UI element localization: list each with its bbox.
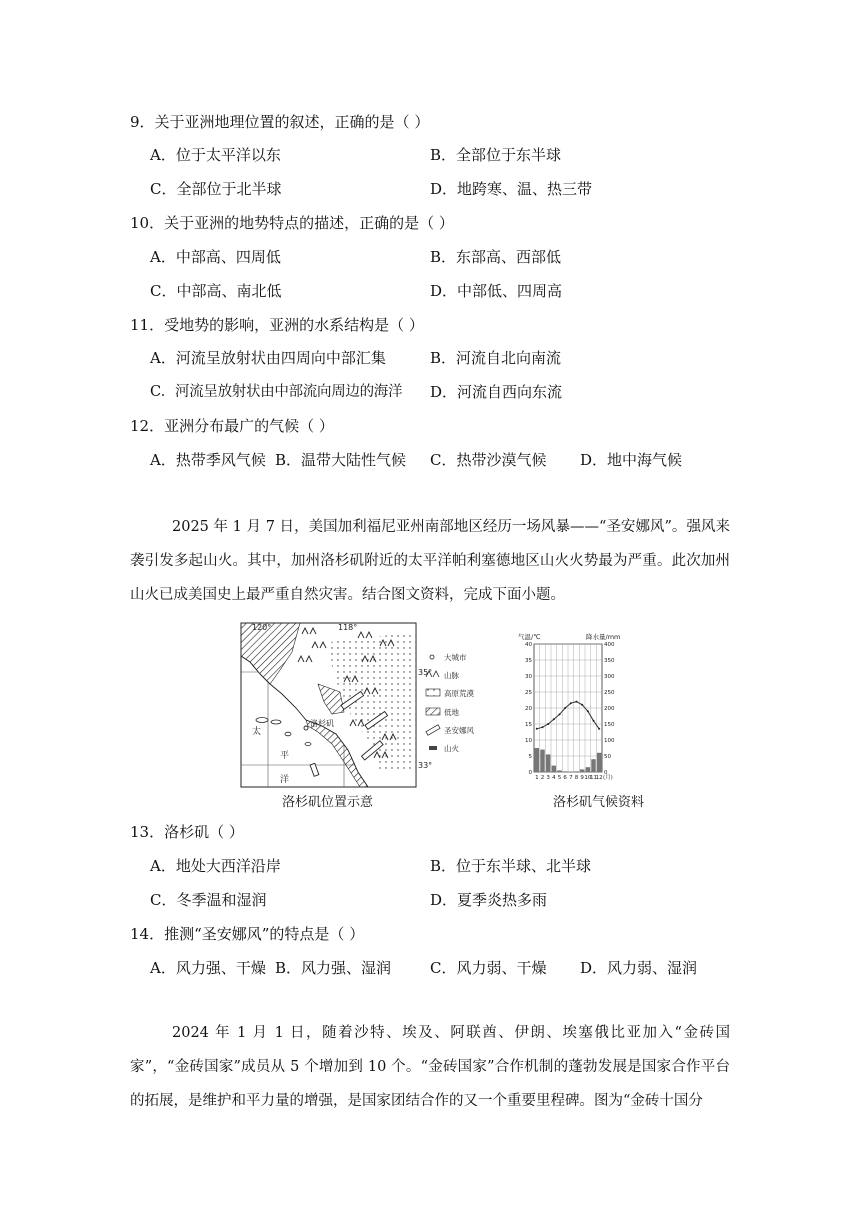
temperature-point [553, 718, 555, 720]
temperature-point [581, 704, 583, 706]
question-9-option-c[interactable]: C．全部位于北半球 [150, 180, 282, 198]
question-10-option-a[interactable]: A．中部高、四周低 [150, 248, 281, 266]
y-tick-left: 5 [528, 754, 532, 760]
question-13-option-c[interactable]: C．冬季温和湿润 [150, 891, 267, 909]
y-tick-right: 400 [604, 642, 615, 648]
chart-caption: 洛杉矶气候资料 [553, 795, 645, 810]
temperature-point [564, 707, 566, 709]
lat-label-35: 35° [418, 668, 433, 677]
question-13-option-d[interactable]: D．夏季炎热多雨 [430, 891, 548, 909]
legend-mountain-label: 山脉 [444, 671, 459, 680]
question-14-stem: 14．推测“圣安娜风”的特点是（ ） [130, 925, 365, 943]
y-tick-right: 250 [604, 690, 615, 696]
legend-city-icon [430, 655, 434, 659]
temperature-point [593, 720, 595, 722]
chart-ylabel-left: 气温/℃ [518, 633, 541, 641]
precipitation-bar [557, 770, 561, 772]
precipitation-bar [574, 771, 578, 772]
x-tick: 10 [584, 775, 592, 781]
legend-fire-icon [429, 746, 437, 750]
lon-label-120: 120° [252, 623, 272, 632]
question-11-stem: 11．受地势的影响，亚洲的水系结构是（ ） [130, 316, 424, 334]
la-climate-chart [518, 632, 628, 794]
question-10-option-c[interactable]: C．中部高、南北低 [150, 282, 282, 300]
precipitation-bar [597, 753, 601, 772]
y-tick-right: 0 [604, 770, 608, 776]
y-tick-left: 0 [528, 770, 532, 776]
temperature-point [542, 726, 544, 728]
legend-wind-label: 圣安娜风 [444, 726, 474, 735]
x-tick: 1 [535, 775, 539, 781]
question-14-option-b[interactable]: B．风力强、湿润 [275, 959, 392, 977]
legend-desert-icon [426, 689, 440, 696]
y-tick-right: 100 [604, 738, 615, 744]
legend-lowland-icon [426, 708, 440, 715]
x-tick: 4 [552, 775, 556, 781]
temperature-point [536, 728, 538, 730]
question-12-option-c[interactable]: C．热带沙漠气候 [430, 451, 547, 469]
y-tick-left: 30 [525, 674, 532, 680]
ocean-label-yang: 洋 [280, 775, 290, 785]
map-caption: 洛杉矶位置示意 [282, 795, 374, 810]
chart-ylabel-right: 降水量/mm [586, 633, 621, 641]
passage-la-wildfire-text: 2025 年 1 月 7 日，美国加利福尼亚州南部地区经历一场风暴——“圣安娜风”。强风来袭引发多起山火。其中，加州洛杉矶附近的太平洋帕利塞德地区山火火势最为严重。此次加州山火已成美国史上最严重自然灾害。结合图文资料，完成下面小题。 [130, 519, 730, 603]
precipitation-bar [540, 750, 544, 772]
y-tick-left: 40 [525, 642, 532, 648]
question-13-option-b[interactable]: B．位于东半球、北半球 [430, 857, 592, 875]
question-9-option-a[interactable]: A．位于太平洋以东 [150, 146, 281, 164]
y-tick-left: 20 [525, 706, 532, 712]
x-tick: 3 [546, 775, 550, 781]
precipitation-bar [586, 767, 590, 772]
precipitation-bar [535, 748, 539, 772]
y-tick-right: 150 [604, 722, 615, 728]
temperature-point [587, 710, 589, 712]
x-tick: 7 [569, 775, 573, 781]
map-legend [426, 652, 475, 753]
question-12-option-a[interactable]: A．热带季风气候 [150, 451, 266, 469]
temperature-point [547, 723, 549, 725]
ocean-label-ping: 平 [280, 751, 290, 761]
y-tick-right: 300 [604, 674, 615, 680]
legend-lowland-label: 低地 [444, 708, 459, 717]
precipitation-bar [552, 766, 556, 772]
temperature-point [576, 701, 578, 703]
question-9-option-d[interactable]: D．地跨寒、温、热三带 [430, 180, 593, 198]
question-12-stem: 12．亚洲分布最广的气候（ ） [130, 417, 334, 435]
question-13-stem: 13．洛杉矶（ ） [130, 823, 244, 841]
question-11-option-c[interactable]: C．河流呈放射状由中部流向周边的海洋 [150, 384, 403, 400]
question-9-option-b[interactable]: B．全部位于东半球 [430, 146, 562, 164]
question-9-stem: 9．关于亚洲地理位置的叙述，正确的是（ ） [130, 113, 430, 131]
question-12-option-b[interactable]: B．温带大陆性气候 [275, 451, 407, 469]
lon-label-118: 118° [338, 623, 358, 632]
question-13-option-a[interactable]: A．地处大西洋沿岸 [150, 857, 281, 875]
city-label-la: 洛杉矶 [310, 719, 334, 728]
precipitation-bar [546, 754, 550, 772]
question-10-option-b[interactable]: B．东部高、西部低 [430, 248, 562, 266]
legend-desert-label: 高原荒漠 [444, 689, 474, 698]
y-tick-right: 50 [604, 754, 611, 760]
x-tick: 12 [595, 775, 603, 781]
los-angeles-city-marker [304, 726, 308, 730]
y-tick-right: 200 [604, 706, 615, 712]
passage-la-wildfire [130, 510, 730, 612]
y-tick-right: 350 [604, 658, 615, 664]
passage-brics-text: 2024 年 1 月 1 日，随着沙特、埃及、阿联酋、伊朗、埃塞俄比亚加入“金砖国家”，“金砖国家”成员从 5 个增加到 10 个。“金砖国家”合作机制的蓬勃发展是国家合作平台的拓展，是维护和平力量的增强，是国家团结合作的又一个重要里程碑。图为“金砖十国分 [130, 1025, 730, 1109]
question-14-option-a[interactable]: A．风力强、干燥 [150, 959, 266, 977]
question-11-option-d[interactable]: D．河流自西向东流 [430, 383, 563, 401]
temperature-point [559, 713, 561, 715]
lat-label-33: 33° [418, 761, 433, 770]
question-12-option-d[interactable]: D．地中海气候 [580, 451, 683, 469]
question-11-option-b[interactable]: B．河流自北向南流 [430, 349, 562, 367]
question-11-option-a[interactable]: A．河流呈放射状由四周向中部汇集 [150, 349, 386, 367]
x-tick: 8 [574, 775, 579, 781]
precipitation-bar [580, 769, 584, 772]
question-14-option-d[interactable]: D．风力弱、湿润 [580, 959, 698, 977]
x-tick: 9 [580, 775, 584, 781]
question-10-stem: 10．关于亚洲的地势特点的描述，正确的是（ ） [130, 214, 454, 232]
x-unit-label: (月) [603, 775, 613, 781]
x-tick: 11 [590, 775, 597, 781]
temperature-point [598, 728, 600, 730]
ocean-label-tai: 太 [252, 727, 262, 737]
precipitation-bar [591, 759, 595, 772]
y-tick-left: 35 [525, 658, 532, 664]
x-tick: 5 [557, 775, 562, 781]
legend-fire-label: 山火 [444, 744, 459, 753]
y-tick-left: 10 [525, 738, 532, 744]
temperature-point [570, 702, 572, 704]
question-14-option-c[interactable]: C．风力弱、干燥 [430, 959, 547, 977]
y-tick-left: 25 [525, 690, 532, 696]
precipitation-bar [563, 771, 567, 772]
x-tick: 2 [540, 775, 545, 781]
x-tick: 6 [563, 775, 567, 781]
legend-city-label: 大城市 [444, 653, 467, 662]
la-location-map [240, 622, 500, 790]
legend-wind-icon [426, 725, 440, 735]
passage-brics [130, 1016, 730, 1118]
question-10-option-d[interactable]: D．中部低、四周高 [430, 282, 563, 300]
y-tick-left: 15 [525, 722, 532, 728]
